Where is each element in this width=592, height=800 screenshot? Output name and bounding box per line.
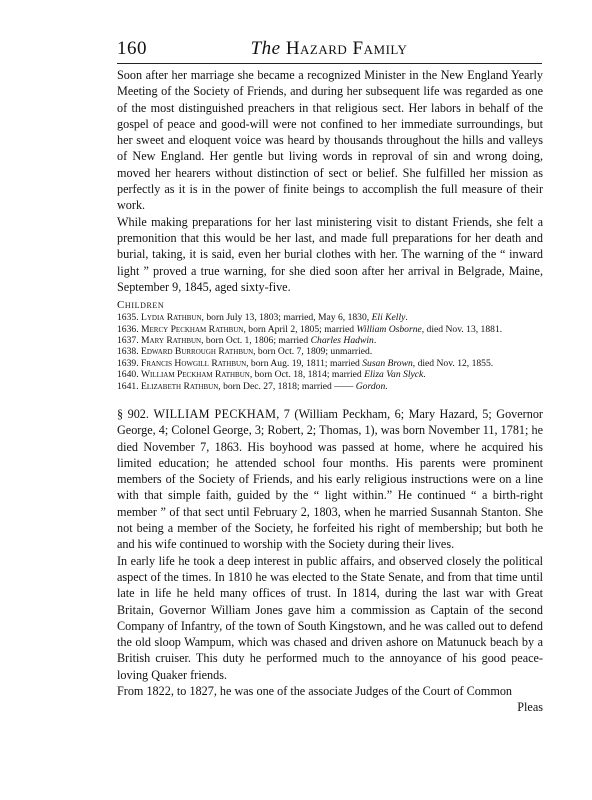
child-spouse: Charles Hadwin — [310, 334, 374, 346]
child-name: Elizabeth Rathbun — [141, 380, 219, 392]
header-rule — [117, 63, 542, 64]
child-details: , born Oct. 7, 1809; unmarried. — [253, 346, 373, 358]
child-spouse: William Osborne — [356, 323, 422, 335]
children-list — [117, 312, 543, 392]
child-entry — [117, 369, 543, 380]
child-name: Lydia Rathbun — [141, 312, 202, 324]
section-person-name: WILLIAM PECKHAM — [153, 407, 277, 421]
section-intro-paragraph — [117, 406, 543, 553]
child-tail: , died Nov. 12, 1855. — [412, 357, 494, 369]
page-header — [117, 36, 541, 62]
child-tail: , died Nov. 13, 1881. — [421, 323, 503, 335]
child-tail: . — [385, 380, 388, 392]
paragraph-last-visit: While making preparations for her last ministering visit to distant Friends, she felt a premonition that this would be her last, and made full preparations for her death and burial, taking, it is said, even her burial clothes with her. The warning of the “ inward light ” proved a true warning, for she died soon after her arrival in Belgrade, Maine, September 9, 1845, aged sixty-five. — [117, 214, 543, 294]
child-number: 1638. — [117, 346, 139, 358]
child-tail: . — [373, 334, 377, 346]
section-number: § 902. — [117, 407, 149, 421]
child-spouse: Susan Brown — [362, 357, 413, 369]
child-entry — [117, 358, 543, 369]
child-entry — [117, 312, 543, 323]
child-spouse: Gordon — [355, 380, 386, 392]
child-name: William Peckham Rathbun — [141, 369, 250, 381]
running-title — [117, 38, 541, 60]
catchword: Pleas — [517, 700, 543, 715]
child-entry — [117, 346, 543, 357]
paragraph-public-affairs: In early life he took a deep interest in public affairs, and observed closely the political aspect of the times. In 1810 he was elected to the State Senate, and from that time until late in life he held many offices of trust. In 1814, during the last war with Great Britain, Governor William Jones gave him a commission as Captain of the second Company of Infantry, of the town of South Kingstown, and he was called out to defend the old sloop Wampum, which was chased and driven ashore on Matunuck beach by a British cruiser. This duty he performed much to the annoyance of his good peace-loving Quaker friends. — [117, 553, 543, 682]
child-details: , born Oct. 1, 1806; married — [201, 334, 311, 346]
child-spouse: Eli Kelly — [371, 312, 406, 324]
child-name: Mary Rathbun — [141, 334, 202, 346]
child-tail: . — [423, 369, 426, 381]
running-title-family: Hazard Family — [285, 38, 408, 59]
child-entry — [117, 335, 543, 346]
child-entry — [117, 381, 543, 392]
child-tail: . — [405, 312, 408, 324]
child-details: , born July 13, 1803; married, May 6, 1830, — [201, 312, 372, 324]
child-number: 1639. — [117, 357, 139, 369]
child-name: Mercy Peckham Rathbun — [141, 323, 244, 335]
section-902 — [117, 406, 543, 716]
children-heading: Children — [117, 299, 165, 312]
child-details: , born Oct. 18, 1814; married — [249, 369, 365, 381]
child-spouse: Eliza Van Slyck — [364, 369, 424, 381]
child-number: 1640. — [117, 369, 139, 381]
child-number: 1636. — [117, 323, 139, 335]
page-number: 160 — [117, 38, 147, 59]
running-title-the: The — [250, 38, 281, 59]
page-body — [117, 67, 543, 716]
child-name: Edward Burrough Rathbun — [141, 346, 254, 358]
paragraph-ministry: Soon after her marriage she became a recognized Minister in the New England Yearly Meeting of the Society of Friends, and during her subsequent life was regarded as one of the most distinguished preachers in that religious sect. Her labors in behalf of the gospel of peace and good-will were not confined to her immediate surroundings, but her sweet and eloquent voice was heard by thousands throughout the hills and valleys of New England. Her gentle but living words in reproval of sin and wrong doing, moved her hearers without distinction of sect or belief. She fulfilled her mission as perfectly as it is in the power of finite beings to accomplish the full measure of their work. — [117, 68, 543, 213]
child-name: Francis Howgill Rathbun — [141, 357, 247, 369]
child-number: 1637. — [117, 334, 139, 346]
section-intro-text: , 7 (William Peckham, 6; Mary Hazard, 5; Governor George, 4; Colonel George, 3; Robert, 2; Thomas, 1), was born November 11, 1781; he died November 7, 1863. His boyhood was passed at home, where he acquired his limited education; he attended school four months. His parents were prominent members of the Society of Friends, and his early religious instructions were on a line with that simple faith, guided by the “ light within.” He continued “ a birth-right member ” of that sect until February 2, 1803, when he married Susannah Stanton. She not being a member of the Society, he forfeited his right of membership; but both he and his wife continued to worship with the Society during their lives. — [117, 407, 543, 552]
child-details: , born Dec. 27, 1818; married —— — [218, 380, 356, 392]
paragraph-judges: From 1822, to 1827, he was one of the associate Judges of the Court of Common — [117, 684, 513, 699]
child-details: , born April 2, 1805; married — [243, 323, 357, 335]
child-number: 1635. — [117, 312, 139, 324]
child-number: 1641. — [117, 380, 139, 392]
child-entry — [117, 324, 543, 335]
child-details: , born Aug. 19, 1811; married — [246, 357, 363, 369]
